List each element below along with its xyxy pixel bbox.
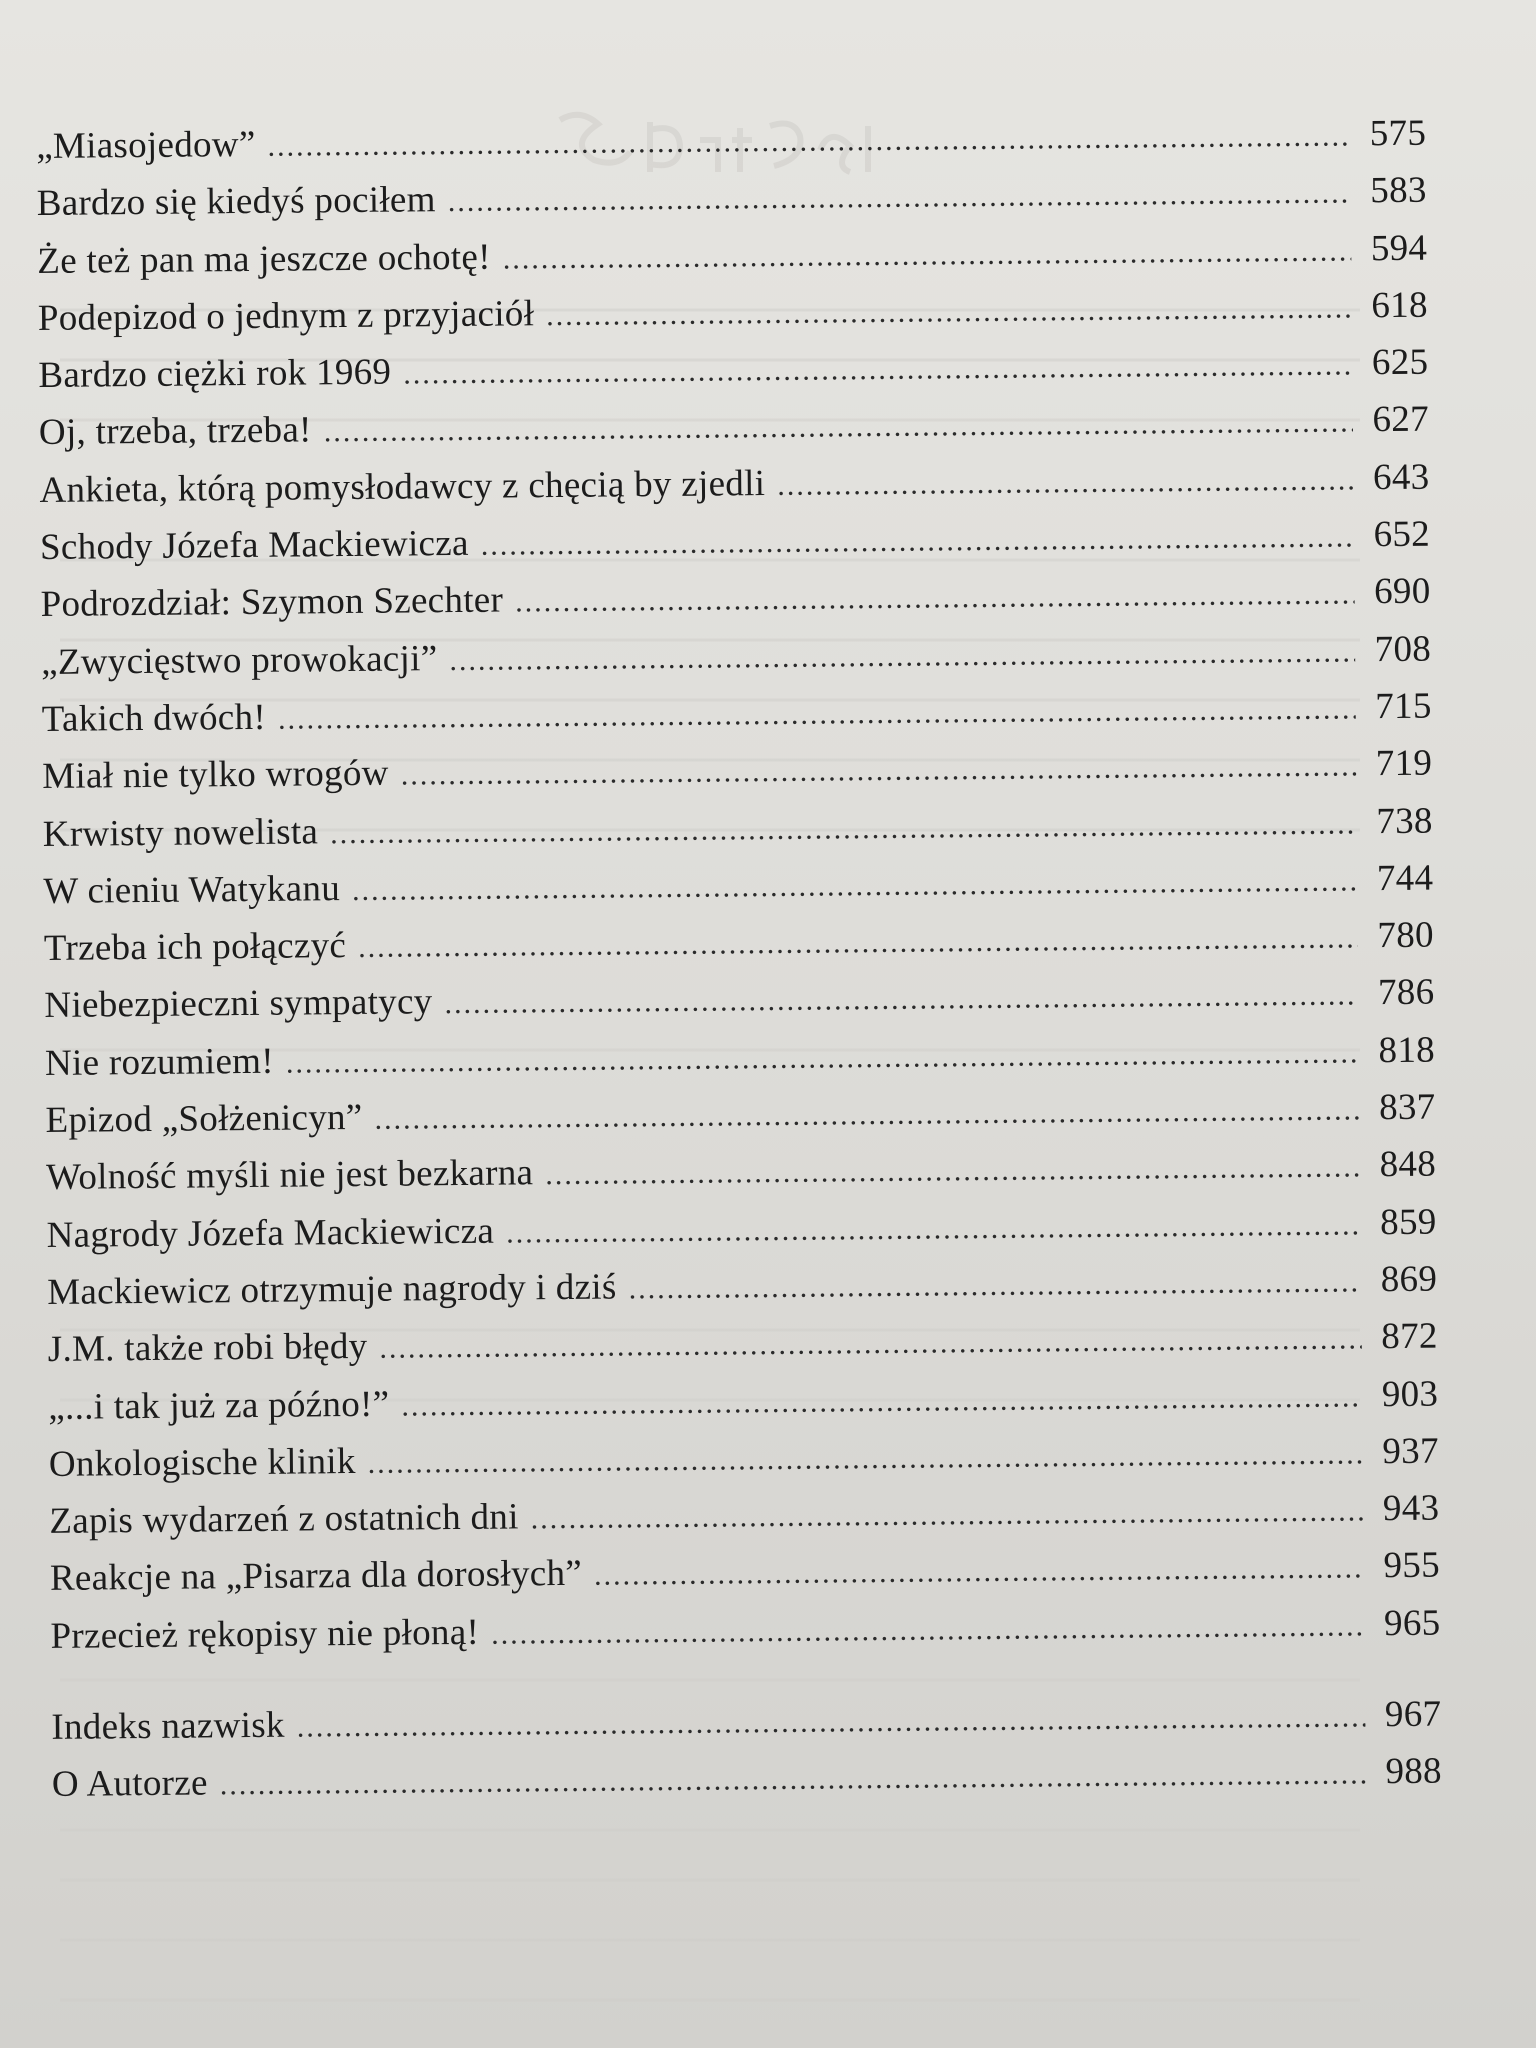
- dot-leader: [594, 1552, 1364, 1593]
- toc-entry-page: 837: [1378, 1086, 1436, 1129]
- toc-entry-page: 967: [1384, 1693, 1442, 1736]
- toc-entry-title: Indeks nazwisk: [51, 1704, 285, 1748]
- toc-entry-title: W cieniu Watykanu: [43, 867, 341, 912]
- toc-entry-page: 708: [1374, 628, 1432, 670]
- dot-leader: [628, 1265, 1361, 1306]
- toc-entry-page: 872: [1381, 1315, 1438, 1358]
- toc-entry-page: 937: [1382, 1430, 1439, 1472]
- dot-leader: [506, 1208, 1361, 1250]
- dot-leader: [220, 1758, 1366, 1803]
- dot-leader: [448, 177, 1351, 220]
- toc-entry-title: Że też pan ma jeszcze ochotę!: [37, 236, 491, 282]
- toc-entry-title: Nie rozumiem!: [44, 1040, 275, 1084]
- toc-entry-title: Bardzo się kiedyś pociłem: [36, 179, 436, 225]
- dot-leader: [503, 234, 1352, 276]
- toc-entry-title: „Miasojedow”: [36, 123, 256, 167]
- toc-entry-title: Oj, trzeba, trzeba!: [38, 409, 312, 454]
- toc-entry-title: Podrozdział: Szymon Szechter: [40, 579, 504, 626]
- toc-entry-title: Nagrody Józefa Mackiewicza: [46, 1210, 495, 1256]
- toc-entry-title: Niebezpieczni sympatycy: [44, 981, 433, 1027]
- dot-leader: [330, 807, 1357, 851]
- toc-entry-title: Przecież rękopisy nie płoną!: [50, 1611, 480, 1657]
- dot-leader: [449, 635, 1355, 678]
- toc-entry-page: 943: [1382, 1487, 1440, 1530]
- dot-leader: [777, 463, 1354, 503]
- toc-entry-title: Wolność myśli nie jest bezkarna: [45, 1152, 534, 1199]
- dot-leader: [545, 1151, 1360, 1193]
- toc-entry-page: 738: [1376, 800, 1433, 842]
- dot-leader: [403, 349, 1352, 392]
- toc-entry-page: 869: [1380, 1258, 1438, 1301]
- toc-entry-title: „Zwycięstwo prowokacji”: [40, 637, 438, 683]
- toc-entry-page: 859: [1379, 1201, 1437, 1243]
- toc-entry-page: 643: [1372, 456, 1430, 498]
- dot-leader: [352, 864, 1358, 908]
- dot-leader: [481, 520, 1355, 562]
- toc-entry-page: 965: [1383, 1602, 1441, 1644]
- toc-entry-page: 719: [1375, 742, 1433, 785]
- toc-entry-page: 690: [1373, 571, 1431, 613]
- toc-entry-title: Schody Józefa Mackiewicza: [39, 522, 469, 569]
- toc-entry-page: 786: [1377, 972, 1435, 1014]
- toc-entry-page: 625: [1371, 341, 1429, 384]
- table-of-contents: [36, 112, 1442, 1821]
- toc-entry-title: Zapis wydarzeń z ostatnich dni: [49, 1496, 519, 1543]
- toc-entry-title: O Autorze: [51, 1762, 208, 1806]
- toc-appendix-entry: [52, 1750, 1442, 1821]
- toc-entry-title: J.M. także robi błędy: [47, 1326, 368, 1371]
- toc-entry-title: Krwisty nowelista: [42, 810, 319, 855]
- dot-leader: [374, 1093, 1359, 1136]
- toc-entry-page: 575: [1369, 112, 1427, 155]
- toc-entry-page: 955: [1383, 1545, 1441, 1587]
- dot-leader: [368, 1437, 1363, 1481]
- dot-leader: [297, 1700, 1366, 1744]
- toc-entry-page: 583: [1370, 169, 1427, 212]
- dot-leader: [358, 922, 1358, 966]
- toc-entry-title: Bardzo ciężki rok 1969: [38, 351, 392, 397]
- toc-entry-title: Mackiewicz otrzymuje nagrody i dziś: [47, 1266, 617, 1313]
- toc-entry-page: 780: [1377, 914, 1435, 957]
- toc-entry-title: Ankieta, którą pomysłodawcy z chęcią by zjedli: [39, 462, 766, 511]
- toc-entry-title: Onkologische klinik: [48, 1440, 356, 1485]
- toc-entry-title: Miał nie tylko wrogów: [42, 752, 389, 798]
- dot-leader: [401, 1380, 1362, 1423]
- dot-leader: [286, 1036, 1359, 1080]
- toc-entry-page: 715: [1375, 685, 1432, 728]
- dot-leader: [491, 1609, 1365, 1651]
- dot-leader: [379, 1323, 1362, 1366]
- toc-entry-title: Trzeba ich połączyć: [43, 925, 347, 970]
- toc-entry-page: 594: [1370, 227, 1428, 269]
- dot-leader: [278, 692, 1356, 736]
- toc-entry-page: 848: [1379, 1143, 1437, 1186]
- toc-entry-title: Takich dwóch!: [41, 696, 267, 740]
- toc-entry-page: 618: [1371, 284, 1428, 327]
- toc-entry-page: 818: [1378, 1029, 1436, 1071]
- toc-entry-title: Epizod „Sołżenicyn”: [45, 1096, 363, 1142]
- dot-leader: [546, 291, 1352, 333]
- toc-entry-page: 903: [1381, 1373, 1439, 1415]
- dot-leader: [401, 750, 1357, 793]
- dot-leader: [267, 119, 1350, 163]
- dot-leader: [444, 979, 1358, 1022]
- toc-entry-page: 744: [1376, 857, 1434, 900]
- toc-entry-title: „...i tak już za późno!”: [48, 1383, 390, 1428]
- dot-leader: [324, 406, 1354, 450]
- toc-entry-page: 627: [1372, 399, 1430, 441]
- toc-entry-page: 988: [1385, 1750, 1443, 1793]
- toc-entry-title: Podepizod o jednym z przyjaciół: [37, 293, 535, 339]
- toc-entry-page: 652: [1373, 513, 1431, 556]
- dot-leader: [515, 578, 1355, 620]
- dot-leader: [531, 1494, 1364, 1536]
- toc-entry-title: Reakcje na „Pisarza dla dorosłych”: [49, 1553, 583, 1600]
